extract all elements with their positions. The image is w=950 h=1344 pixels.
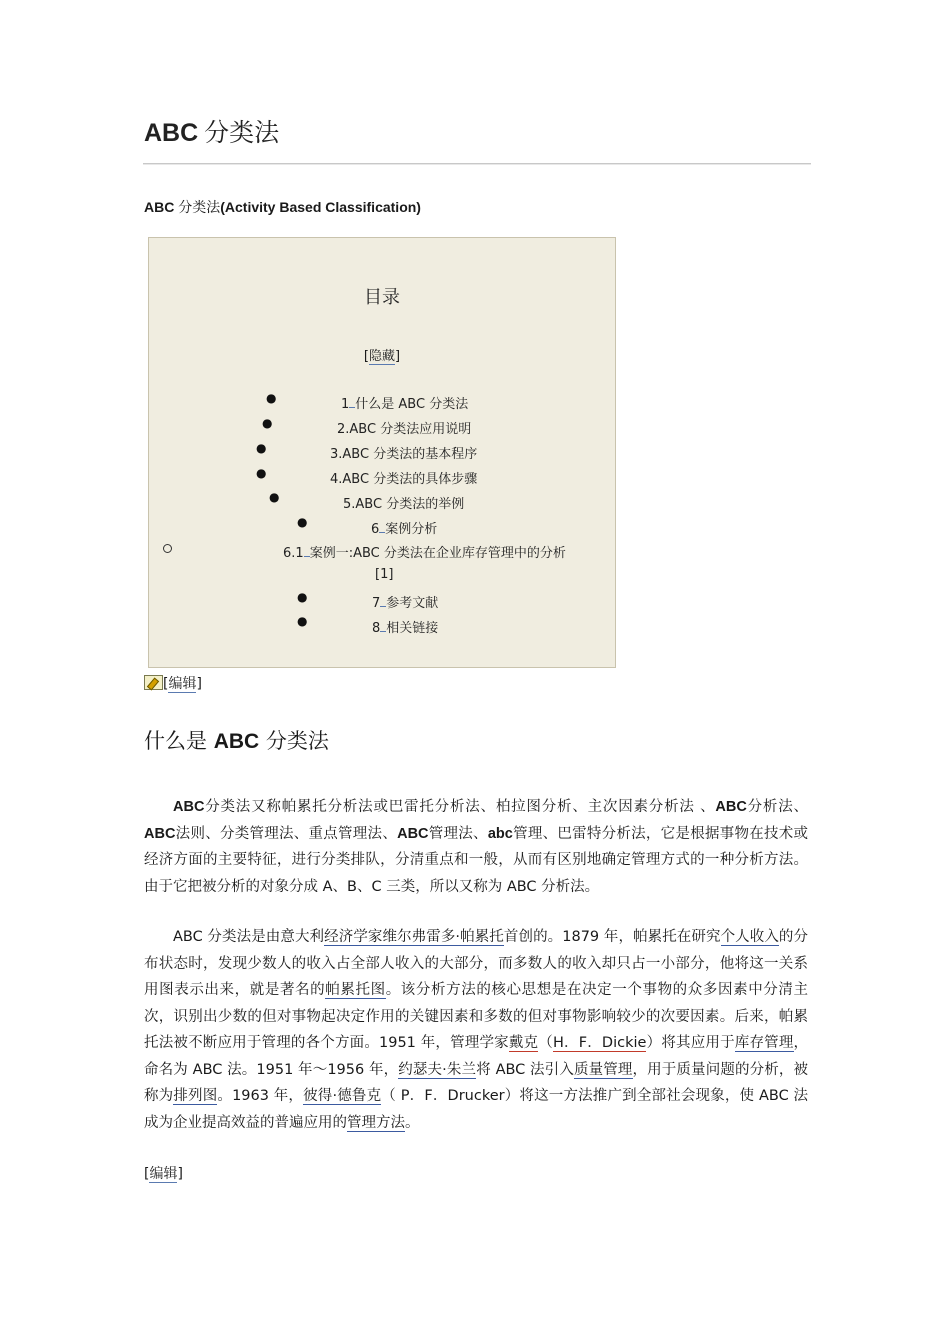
edit-link[interactable]: 编辑 xyxy=(168,676,197,692)
toc-item-label: [1] xyxy=(375,567,394,582)
edit-bracket-open: [ xyxy=(144,1166,150,1182)
toc-item-4[interactable] xyxy=(330,468,477,487)
edit-pencil-icon[interactable] xyxy=(144,675,163,690)
page-title-latin: ABC xyxy=(144,119,199,147)
toc-item-8[interactable] xyxy=(372,617,438,636)
toc-item-num: 7 xyxy=(372,596,381,611)
toc-hide-bracket-open: [ xyxy=(363,349,369,364)
link-inventory-management[interactable]: 库存管理 xyxy=(734,1035,794,1051)
toc-item-label: 参考文献 xyxy=(386,596,439,611)
toc-hide-toggle[interactable] xyxy=(148,345,616,364)
para-text: ABC xyxy=(715,799,747,815)
para-text: ABC xyxy=(397,825,429,842)
para-text: 管理法、 xyxy=(428,825,488,842)
toc-item-num: 6.1 xyxy=(283,546,304,561)
toc-item-5[interactable] xyxy=(343,493,464,512)
toc-item-6-1[interactable] xyxy=(283,542,566,561)
para-text: ABC xyxy=(144,825,176,842)
bullet-icon: ● xyxy=(297,590,308,604)
title-divider xyxy=(143,163,811,165)
toc-item-label: 案例一:ABC 分类法在企业库存管理中的分析 xyxy=(309,546,566,561)
para-text: ，命名为 ABC 法。1951 年～1956 年， xyxy=(144,1035,809,1078)
bullet-icon: ● xyxy=(256,466,267,480)
para-text: 分类法又称帕累托分析法或巴雷托分析法、柏拉图分析、主次因素分析法 、 xyxy=(204,799,716,815)
link-pareto[interactable]: 经济学家维尔弗雷多·帕累托 xyxy=(324,929,504,945)
link-personal-income[interactable]: 个人收入 xyxy=(720,929,779,945)
toc-item-label: 案例分析 xyxy=(385,522,438,537)
toc-item-label: ABC 分类法的举例 xyxy=(355,497,465,512)
para-text: 。 xyxy=(405,1114,420,1131)
link-dickie-en[interactable]: H．F．Dickie xyxy=(552,1035,647,1051)
toc-item-7[interactable] xyxy=(372,592,438,611)
bullet-icon: ● xyxy=(269,490,280,504)
toc-item-num: 4. xyxy=(330,472,343,487)
para-text: 首创的。1879 年，帕累托在研究 xyxy=(503,929,721,945)
toc-item-1[interactable] xyxy=(341,393,468,412)
article-subtitle xyxy=(144,197,421,217)
bullet-icon: ● xyxy=(256,441,267,455)
heading-cn: 什么是 xyxy=(144,729,207,753)
toc-item-num: 5. xyxy=(343,497,356,512)
subtitle-en: (Activity Based Classification) xyxy=(220,199,421,215)
paragraph-definition xyxy=(144,794,808,900)
para-text: 将 ABC 法引入 xyxy=(476,1061,574,1078)
link-management-method[interactable]: 管理方法 xyxy=(347,1114,405,1131)
link-juran[interactable]: 约瑟夫·朱兰 xyxy=(398,1061,477,1078)
heading-latin: ABC xyxy=(213,730,260,753)
link-dickie-cn[interactable]: 戴克 xyxy=(508,1035,539,1051)
toc-item-label: ABC 分类法的具体步骤 xyxy=(342,472,478,487)
bullet-icon: ● xyxy=(297,614,308,628)
toc-item-6-1-ref[interactable] xyxy=(375,567,393,582)
para-text: 。该分析方法的核心思想是在决定一个事物的众多因素中分清主次，识别出少数的但对事物起决定作用的关键因素和多数的但对事物影响较少的次要因素。后来，帕累托法被不断应用于管理的各个方面。1951 年，管理学家 xyxy=(144,982,809,1051)
toc-title: 目录 xyxy=(364,287,400,308)
para-text: 分析法、 xyxy=(746,799,808,815)
edit-section-row xyxy=(144,673,202,693)
edit-link-2[interactable]: 编辑 xyxy=(149,1166,178,1182)
link-pareto-diagram[interactable]: 排列图 xyxy=(173,1088,218,1104)
toc-item-num: 1 xyxy=(341,397,350,412)
section-heading xyxy=(144,725,329,755)
para-text: ，用于质量问题的分析，被称为 xyxy=(144,1061,809,1104)
para-text: ABC 分类法是由意大利 xyxy=(173,929,325,945)
heading-cn2: 分类法 xyxy=(265,729,329,753)
edit-bracket-close: ] xyxy=(177,1166,183,1182)
para-text: 。1963 年， xyxy=(217,1088,304,1104)
toc-item-num: 2. xyxy=(337,422,350,437)
toc-item-2[interactable] xyxy=(337,418,471,437)
link-quality-management[interactable]: 质量管理 xyxy=(573,1061,633,1078)
bullet-icon: ● xyxy=(266,391,277,405)
para-text: ）将其应用于 xyxy=(646,1035,735,1051)
toc-item-label: ABC 分类法的基本程序 xyxy=(342,447,478,462)
page-title-cn: 分类法 xyxy=(204,118,280,147)
para-text: （ P．F．Drucker）将这一方法推广到全部社会现象，使 ABC 法成为企业提高效益的普遍应用的 xyxy=(144,1088,809,1131)
para-text: （ xyxy=(538,1035,553,1051)
toc-hide-bracket-close: ] xyxy=(395,349,401,364)
bullet-icon: ● xyxy=(262,416,273,430)
toc-item-num: 3. xyxy=(330,447,343,462)
edit-section-row-2 xyxy=(144,1163,183,1183)
circle-bullet-icon xyxy=(163,544,172,553)
toc-item-num: 8 xyxy=(372,621,381,636)
para-text: 的分布状态时，发现少数人的收入占全部人收入的大部分，而多数人的收入却只占一小部分，他将这一关系用图表示出来，就是著名的 xyxy=(144,929,809,998)
toc-item-label: ABC 分类法应用说明 xyxy=(349,422,472,437)
toc-item-6[interactable] xyxy=(371,518,437,537)
subtitle-latin: ABC xyxy=(144,199,175,215)
para-text: ABC xyxy=(173,799,205,815)
subtitle-cn: 分类法 xyxy=(178,200,221,216)
toc-item-num: 6 xyxy=(371,522,380,537)
toc-item-3[interactable] xyxy=(330,443,477,462)
link-drucker[interactable]: 彼得·德鲁克 xyxy=(303,1088,382,1104)
para-text: 法则、分类管理法、重点管理法、 xyxy=(175,825,398,842)
edit-bracket-open: [ xyxy=(163,676,169,692)
para-text: 管理、巴雷特分析法，它是根据事物在技术或经济方面的主要特征，进行分类排队，分清重点和一般，从而有区别地确定管理方式的一种分析方法。由于它把被分析的对象分成 A、B、C 三类，所以又称为 ABC 分析法。 xyxy=(144,825,809,895)
edit-bracket-close: ] xyxy=(196,676,202,692)
para-text: abc xyxy=(487,825,513,842)
page-title xyxy=(144,113,279,149)
paragraph-history xyxy=(144,924,808,1136)
toc-item-label: 什么是 ABC 分类法 xyxy=(355,397,469,412)
toc-item-label: 相关链接 xyxy=(386,621,439,636)
toc-hide-link[interactable]: 隐藏 xyxy=(368,349,395,364)
link-pareto-chart[interactable]: 帕累托图 xyxy=(325,982,386,998)
bullet-icon: ● xyxy=(297,515,308,529)
